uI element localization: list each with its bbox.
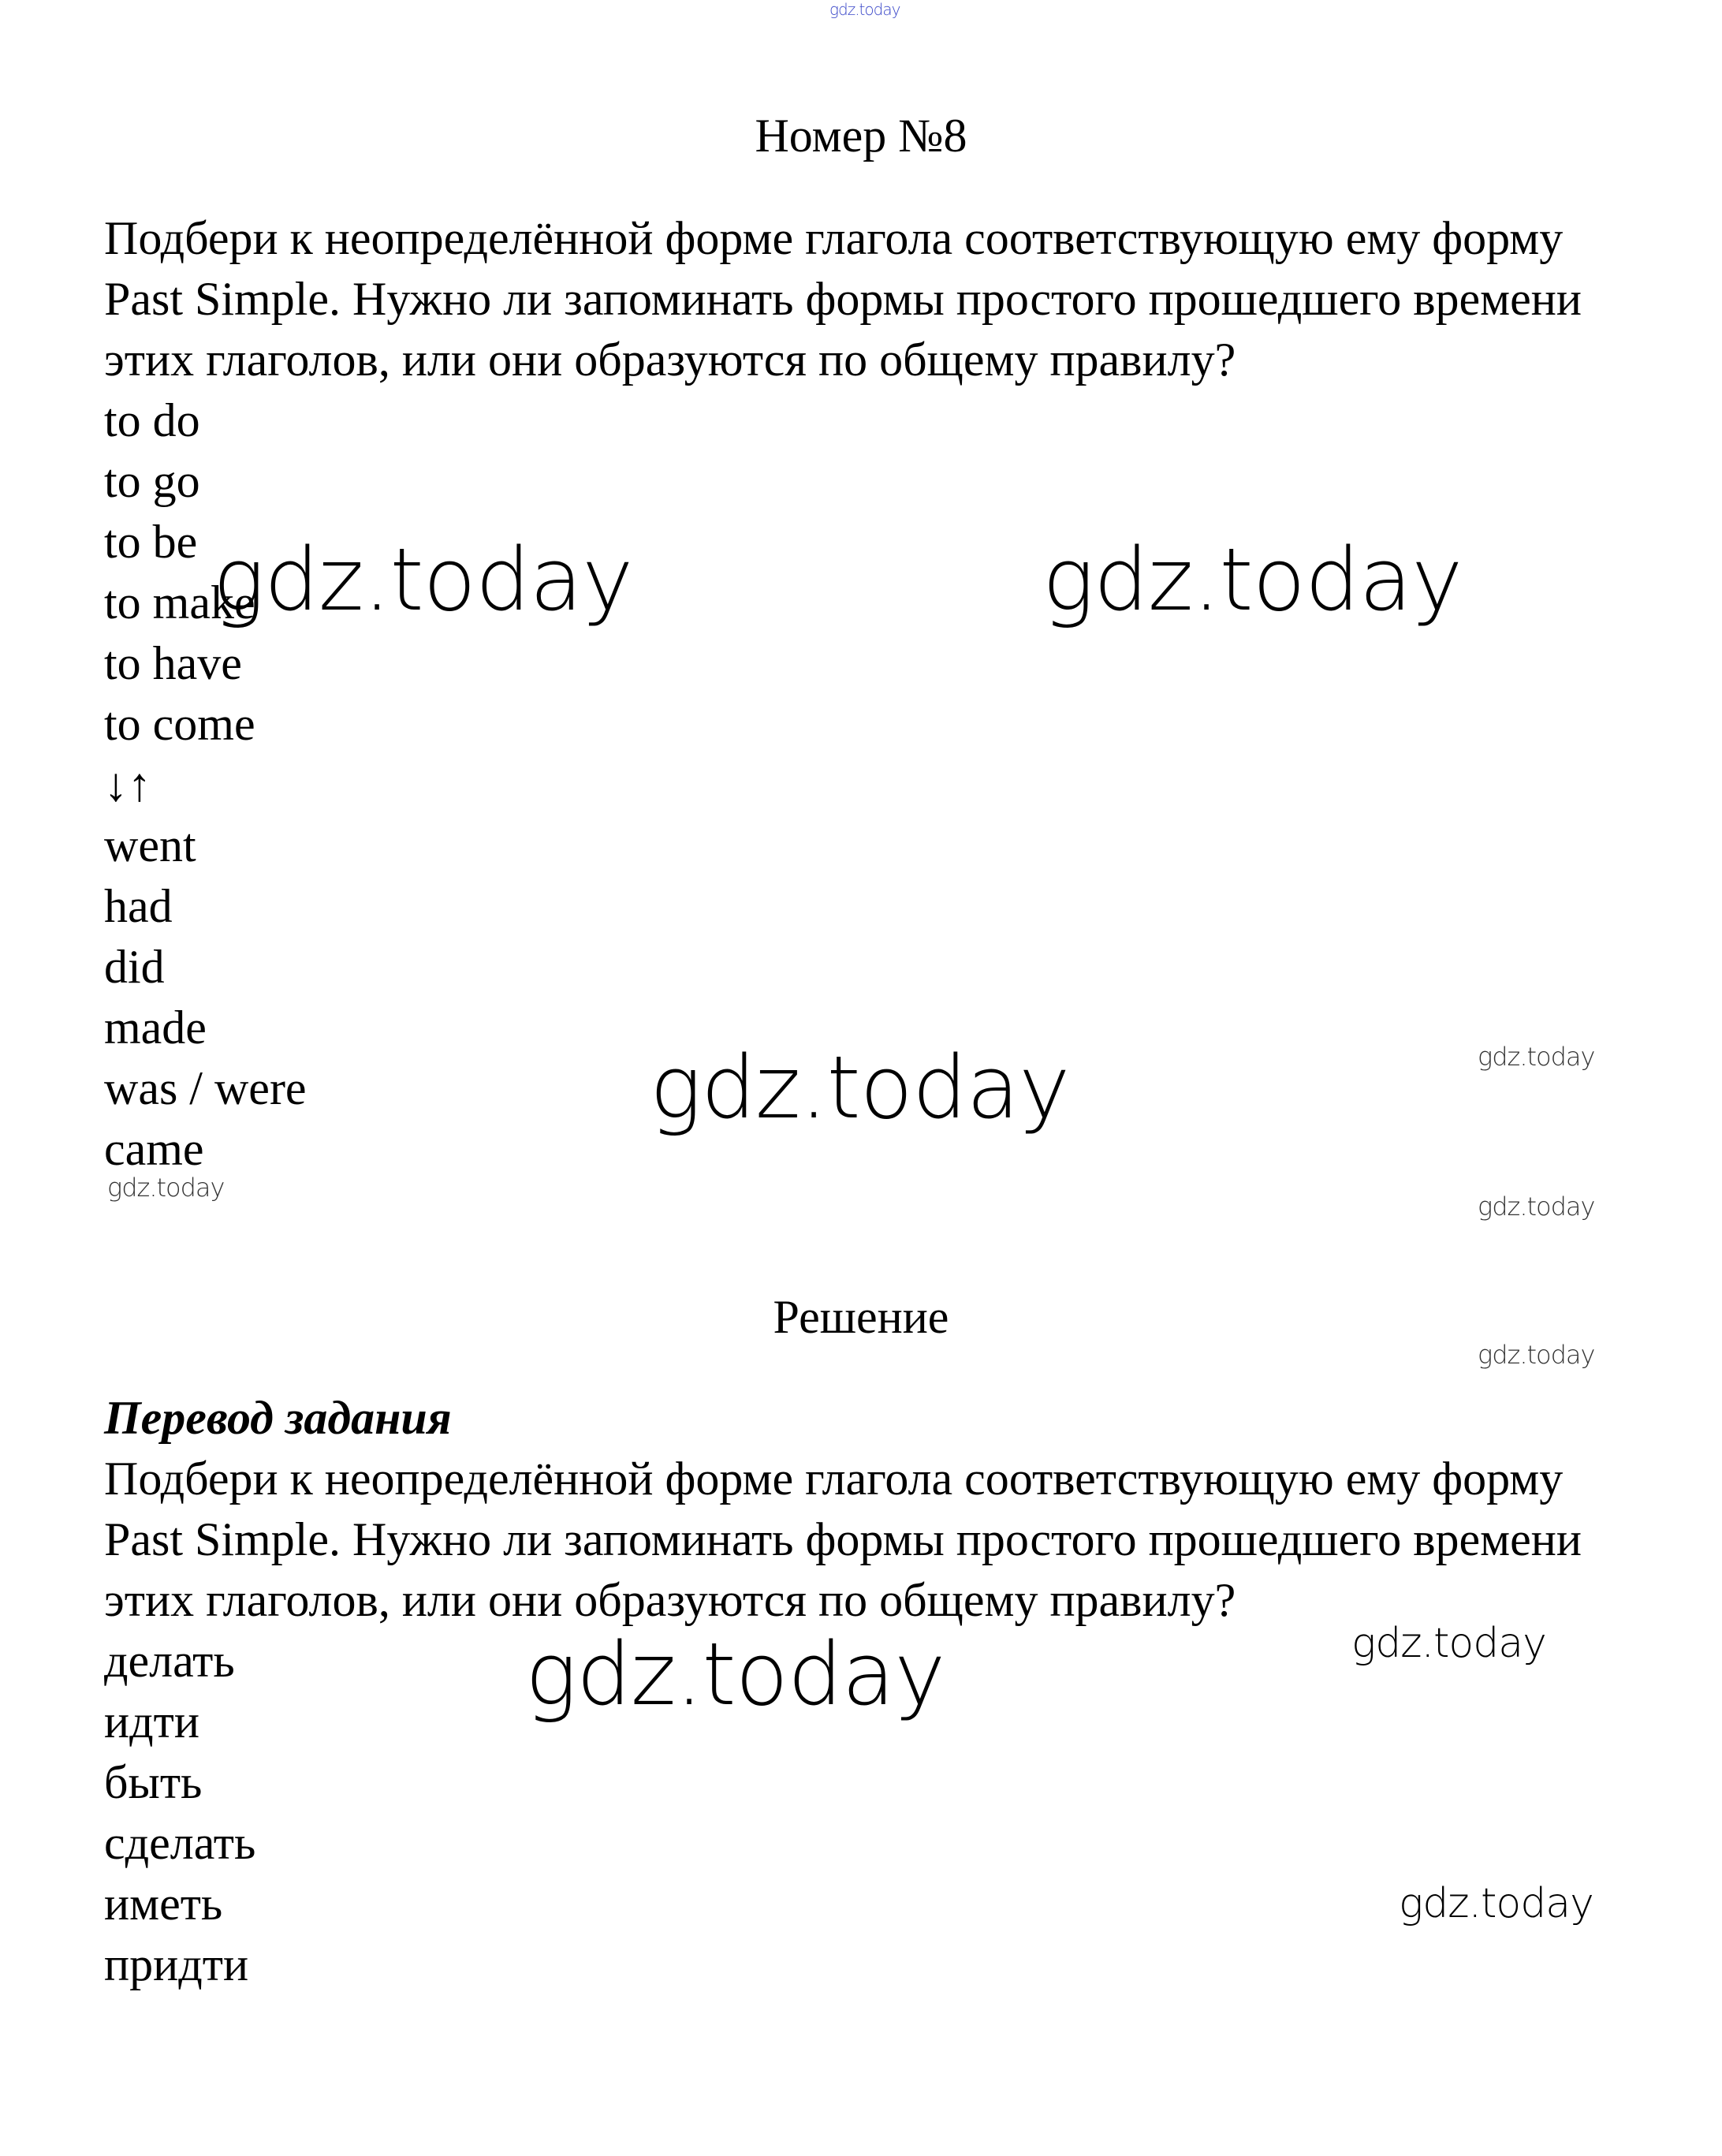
list-item: идти [104, 1695, 199, 1748]
list-item: to do [104, 394, 200, 446]
watermark: gdz.today [107, 1173, 225, 1203]
translation-heading: Перевод задания [104, 1392, 452, 1444]
watermark: gdz.today [1478, 1340, 1595, 1370]
list-item: came [104, 1123, 204, 1175]
translation-paragraph: Подбери к неопределённой форме глагола соответствующую ему форму Past Simple. Нужно ли запоминать формы простого прошедшего времени этих глаголов, или они образуются по общему правилу? [104, 1453, 1582, 1626]
watermark: gdz.today [1351, 1620, 1546, 1667]
list-item: did [104, 941, 165, 993]
list-item: to go [104, 455, 200, 507]
watermark: gdz.today [650, 1037, 1070, 1138]
list-item: делать [104, 1635, 235, 1687]
list-item: сделать [104, 1817, 256, 1869]
page-title: Номер №8 [755, 110, 967, 162]
watermark: gdz.today [1399, 1880, 1593, 1927]
watermark: gdz.today [1478, 1042, 1595, 1072]
list-item: to make [104, 576, 255, 629]
watermark: gdz.today [1042, 529, 1463, 630]
watermark: gdz.today [213, 529, 633, 630]
list-item: иметь [104, 1878, 223, 1930]
watermark: gdz.today [1478, 1192, 1595, 1222]
watermark: gdz.today [525, 1624, 945, 1725]
solution-title: Решение [773, 1291, 949, 1343]
task-paragraph: Подбери к неопределённой форме глагола соответствующую ему форму Past Simple. Нужно ли запоминать формы простого прошедшего времени этих глаголов, или они образуются по общему правилу? [104, 212, 1582, 386]
watermark: gdz.today [829, 0, 900, 19]
list-item: to be [104, 516, 198, 568]
list-item: made [104, 1002, 207, 1054]
list-item: to have [104, 637, 242, 689]
list-item: to come [104, 698, 255, 750]
list-item: was / were [104, 1062, 307, 1114]
task-section [104, 208, 1642, 1180]
list-item: had [104, 880, 173, 932]
list-item: быть [104, 1756, 203, 1808]
list-item: придти [104, 1938, 249, 1990]
arrows-icon: ↓↑ [104, 759, 151, 811]
list-item: went [104, 819, 196, 871]
